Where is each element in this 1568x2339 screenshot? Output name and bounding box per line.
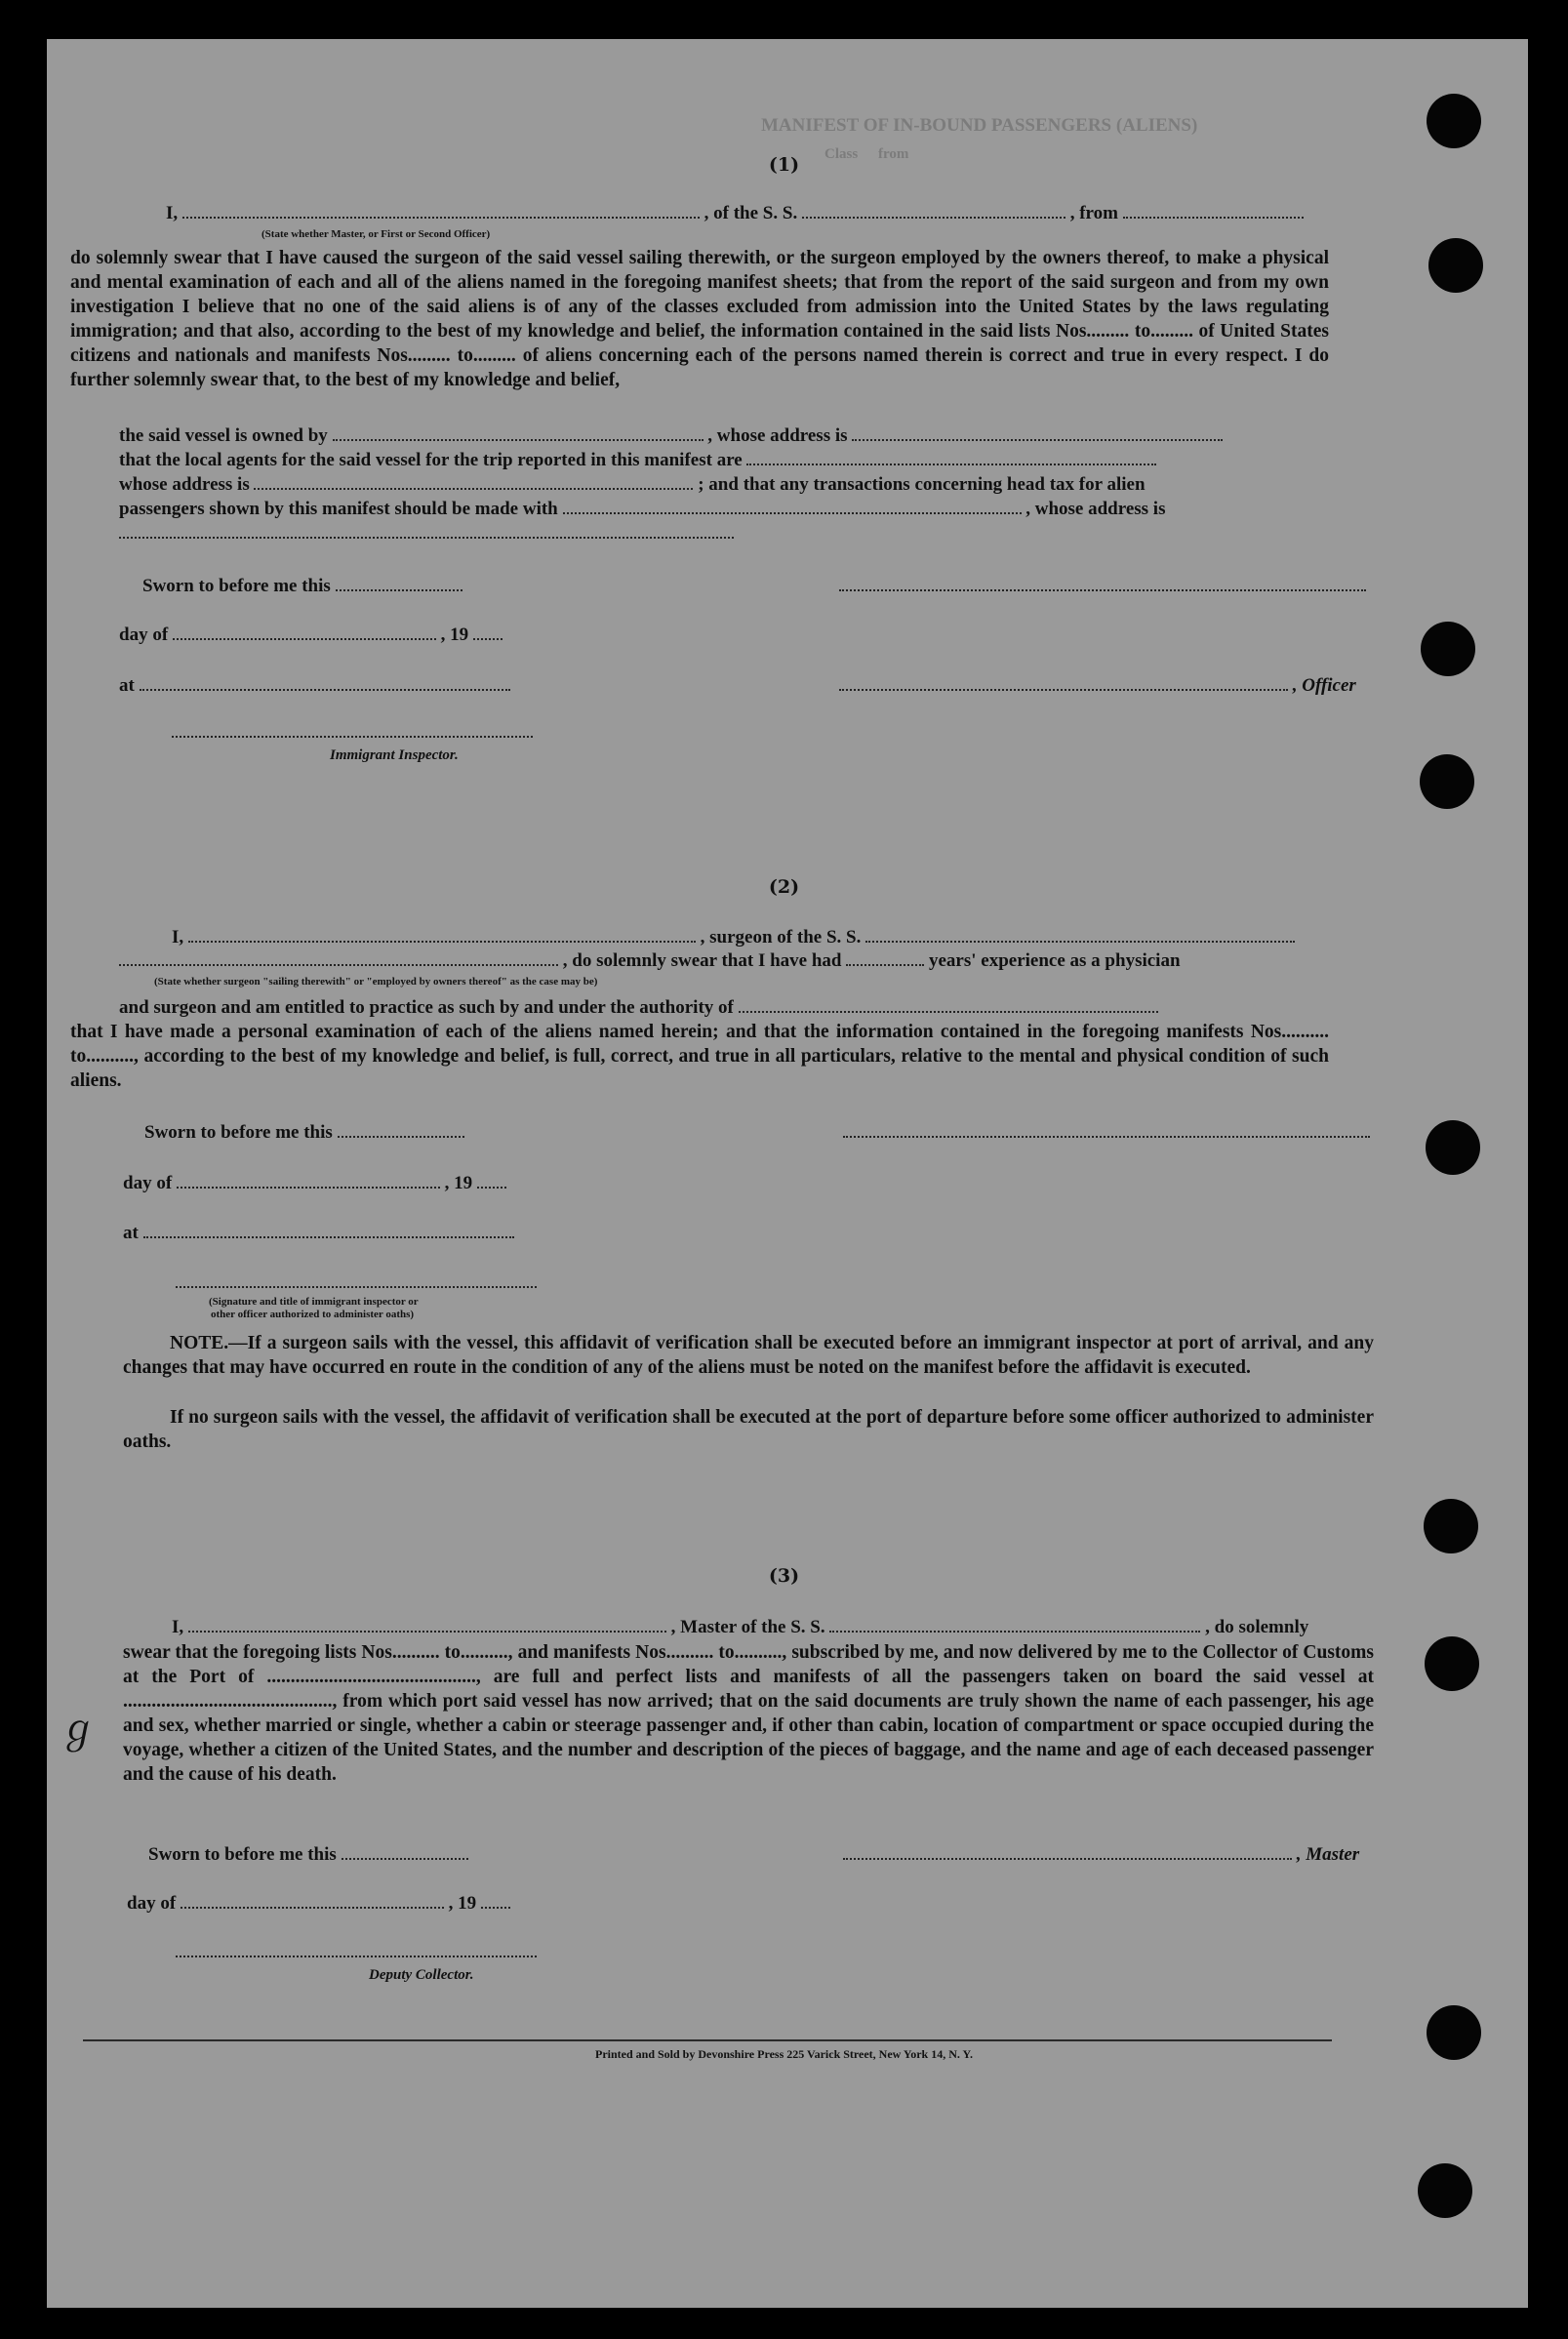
label-years: years' experience as a physician xyxy=(928,950,1181,971)
label-i: I, xyxy=(166,203,179,223)
year-label: , 19 xyxy=(440,625,469,645)
section-1-body xyxy=(70,246,1329,392)
blank-line xyxy=(563,499,1022,514)
blank-line xyxy=(172,722,533,738)
owned-by-label: the said vessel is owned by xyxy=(119,425,328,446)
blank-line xyxy=(839,675,1288,691)
blank-line xyxy=(119,950,558,966)
sworn-line-3 xyxy=(148,1844,468,1866)
section-2-number: (2) xyxy=(768,876,800,898)
blank-line xyxy=(839,576,1366,591)
officer-label: , Officer xyxy=(1292,675,1356,696)
binder-hole xyxy=(1420,754,1474,809)
blank-line xyxy=(1123,203,1304,219)
blank-line xyxy=(338,1122,464,1138)
trailing-blank xyxy=(119,523,734,544)
authority-line xyxy=(119,997,1158,1019)
local-agents-line xyxy=(119,450,1156,471)
whose-address-label: , whose address is xyxy=(707,425,848,446)
sworn-label: Sworn to before me this xyxy=(144,1122,333,1143)
day-of-line-1 xyxy=(119,625,503,646)
signature-blank-1 xyxy=(839,576,1366,597)
binder-hole xyxy=(1425,1636,1479,1691)
binder-hole xyxy=(1418,2163,1472,2218)
year-label: , 19 xyxy=(444,1173,473,1193)
blank-line xyxy=(188,927,696,943)
at-label: at xyxy=(123,1223,139,1243)
inspector-label: Immigrant Inspector. xyxy=(330,747,459,763)
sworn-line-1 xyxy=(142,576,462,597)
section-2-line1 xyxy=(172,927,1295,948)
sworn-line-2 xyxy=(144,1122,464,1144)
binder-hole xyxy=(1428,238,1483,293)
sworn-label: Sworn to before me this xyxy=(142,576,331,596)
sig-note-1: (Signature and title of immigrant inspector or xyxy=(209,1296,419,1308)
whose-address-label-3: , whose address is xyxy=(1025,499,1166,519)
blank-line xyxy=(477,1173,506,1189)
passengers-line xyxy=(119,499,1165,520)
section-3-body: swear that the foregoing lists Nos.......... to.........., and manifests Nos.......... to.........., subscribed by me, and now delivered by me to the Collector of Customs at the Port of ............................................, are full and perfect lists and manifests of all the passengers taken on board the said vessel at ............................................, from which port said vessel has now arrived; that on the said documents are truly shown the name of each passenger, his age and sex, whether married or single, whether a cabin or steerage passenger and, if other than cabin, location of compartment or space occupied during the voyage, whether a citizen of the United States, and the number and description of the pieces of baggage, and the name and age of each deceased passenger and the cause of his death. xyxy=(123,1642,1374,1785)
blank-line xyxy=(473,625,503,640)
whose-address-line xyxy=(119,474,1146,496)
blank-line xyxy=(176,1942,537,1957)
blank-line xyxy=(188,1617,666,1633)
bleed-through-from: from xyxy=(878,146,909,162)
blank-line xyxy=(852,425,1223,441)
collector-label: Deputy Collector. xyxy=(369,1967,474,1983)
year-label: , 19 xyxy=(448,1893,477,1914)
owned-by-line xyxy=(119,425,1223,447)
blank-line xyxy=(829,1617,1200,1633)
bleed-through-class: Class xyxy=(824,146,859,162)
blank-line xyxy=(143,1223,514,1238)
binder-hole xyxy=(1421,622,1475,676)
blank-line xyxy=(342,1844,468,1860)
day-of-label: day of xyxy=(127,1893,177,1914)
master-label: , Master xyxy=(1296,1844,1360,1865)
blank-line xyxy=(333,425,704,441)
blank-line xyxy=(176,1272,537,1288)
label-ss: , of the S. S. xyxy=(704,203,798,223)
section-3-number: (3) xyxy=(768,1565,800,1587)
blank-line xyxy=(843,1844,1292,1860)
bleed-through-title: MANIFEST OF IN-BOUND PASSENGERS (ALIENS) xyxy=(761,115,1198,136)
officer-line xyxy=(839,675,1356,697)
day-of-label: day of xyxy=(123,1173,173,1193)
surgeon-note: (State whether surgeon "sailing therewith" or "employed by owners thereof" as the case may be) xyxy=(154,976,598,988)
blank-line xyxy=(843,1122,1370,1138)
label-swear: , do solemnly swear that I have had xyxy=(562,950,842,971)
sworn-label: Sworn to before me this xyxy=(148,1844,337,1865)
binder-hole xyxy=(1424,1499,1478,1553)
at-line-2 xyxy=(123,1223,514,1244)
transactions-label: ; and that any transactions concerning head tax for alien xyxy=(698,474,1146,495)
sig-blank-2 xyxy=(176,1272,537,1294)
blank-line xyxy=(173,625,436,640)
sig-note-2: other officer authorized to administer oaths) xyxy=(211,1309,415,1320)
blank-line xyxy=(746,450,1156,465)
blank-line xyxy=(119,523,734,539)
printer-imprint: Printed and Sold by Devonshire Press 225 Varick Street, New York 14, N. Y. xyxy=(594,2047,974,2061)
blank-line xyxy=(865,927,1295,943)
label-from: , from xyxy=(1069,203,1118,223)
binder-hole xyxy=(1427,94,1481,148)
blank-line xyxy=(140,675,510,691)
paragraph-a: do solemnly swear that I have caused the surgeon of the said vessel sailing therewith, or the surgeon employed by the owners thereof, to make a physical and mental examination of each and all of the aliens named in the foregoing manifest sheets; that from the report of the said surgeon and from my own investigation I believe that no one of the said aliens is of any of the classes excluded from admission into the United States by the laws regulating immigration; and that also, according to the best of my knowledge and belief, the information contained in the said lists Nos......... to......... xyxy=(70,248,1329,342)
blank-line xyxy=(336,576,462,591)
at-line-1 xyxy=(119,675,510,697)
blank-line xyxy=(846,950,924,966)
whose-address-label-2: whose address is xyxy=(119,474,250,495)
section-3-line1 xyxy=(172,1617,1308,1638)
label-i: I, xyxy=(172,1617,184,1637)
pen-mark: ℊ xyxy=(59,1707,98,1752)
at-label: at xyxy=(119,675,135,696)
local-agents-label: that the local agents for the said vessel for the trip reported in this manifest are xyxy=(119,450,743,470)
passengers-label: passengers shown by this manifest should be made with xyxy=(119,499,558,519)
binder-hole xyxy=(1426,1120,1480,1175)
surgeon-note-paragraph: NOTE.—If a surgeon sails with the vessel, this affidavit of verification shall be executed before an immigrant inspector at port of arrival, and any changes that may have occurred en route in the condition of any of the aliens must be noted on the manifest before the affidavit is executed. xyxy=(123,1333,1374,1378)
collector-blank xyxy=(176,1942,537,1963)
label-master: , Master of the S. S. xyxy=(670,1617,825,1637)
blank-line xyxy=(177,1173,440,1189)
section-2-line2 xyxy=(119,950,1181,972)
label-surgeon: , surgeon of the S. S. xyxy=(700,927,862,948)
section-1-number: (1) xyxy=(768,154,800,176)
blank-line xyxy=(739,997,1158,1013)
label-i: I, xyxy=(172,927,184,948)
no-surgeon-paragraph: If no surgeon sails with the vessel, the affidavit of verification shall be executed at the port of departure before some officer authorized to administer oaths. xyxy=(123,1407,1374,1452)
day-of-line-2 xyxy=(123,1173,506,1194)
blank-line xyxy=(802,203,1065,219)
officer-note: (State whether Master, or First or Second Officer) xyxy=(261,228,491,240)
inspector-blank xyxy=(172,722,533,744)
blank-line xyxy=(182,203,700,219)
label-solemnly: , do solemnly xyxy=(1205,1617,1309,1637)
blank-line xyxy=(481,1893,510,1909)
day-of-line-3 xyxy=(127,1893,510,1915)
day-of-label: day of xyxy=(119,625,169,645)
footer-rule xyxy=(83,2039,1332,2041)
blank-line xyxy=(254,474,693,490)
section-2-body: that I have made a personal examination of each of the aliens named herein; and that the information contained in the foregoing manifests Nos.......... to.........., according to the best of my knowledge and belief, is full, correct, and true in all particulars, relative to the mental and physical condition of such aliens. xyxy=(70,1022,1329,1091)
paragraph-b: of United States citizens and nationals and manifests Nos......... to......... of aliens concerning each of the persons named therein is correct and true in every respect. I do further solemnly swear that, to the best of my knowledge and belief, xyxy=(70,321,1329,390)
master-line xyxy=(843,1844,1359,1866)
blank-line xyxy=(181,1893,444,1909)
section-1-line1 xyxy=(166,203,1304,224)
signature-blank-2 xyxy=(843,1122,1370,1144)
authority-label: and surgeon and am entitled to practice as such by and under the authority of xyxy=(119,997,734,1018)
